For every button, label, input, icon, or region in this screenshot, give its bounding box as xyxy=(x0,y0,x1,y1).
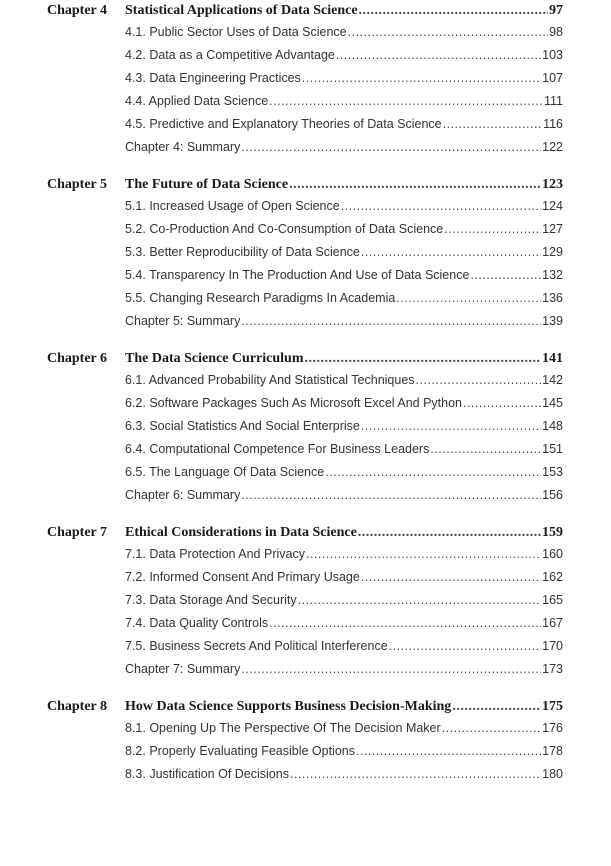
dot-leader xyxy=(452,696,541,718)
chapter-label: Chapter 6 xyxy=(47,351,108,366)
toc-entry-link[interactable] xyxy=(125,589,563,611)
chapter-block xyxy=(0,348,611,518)
section-page-number: 122 xyxy=(542,140,563,154)
section-page-number: 124 xyxy=(542,199,563,213)
toc-entry-link[interactable] xyxy=(125,438,563,460)
section-page-number: 167 xyxy=(542,616,563,630)
dot-leader xyxy=(298,589,542,611)
dot-leader xyxy=(241,658,541,680)
section-page-number: 127 xyxy=(542,222,563,236)
section-title: 7.1. Data Protection And Privacy xyxy=(125,547,305,561)
section-title: 7.2. Informed Consent And Primary Usage xyxy=(125,570,360,584)
section-title: 4.1. Public Sector Uses of Data Science xyxy=(125,25,347,39)
section-title: Chapter 6: Summary xyxy=(125,488,241,502)
section-page-number: 170 xyxy=(542,639,563,653)
section-page-number: 178 xyxy=(542,744,563,758)
chapter-title-link[interactable] xyxy=(125,522,563,544)
section-page-number: 111 xyxy=(543,94,563,108)
dot-leader xyxy=(336,44,541,66)
dot-leader xyxy=(389,635,542,657)
toc-entry-link[interactable] xyxy=(125,566,563,588)
section-title: 4.4. Applied Data Science xyxy=(125,94,269,108)
section-title: 4.5. Predictive and Explanatory Theories of Data Science xyxy=(125,117,442,131)
dot-leader xyxy=(358,522,541,544)
toc-entry-link[interactable] xyxy=(125,740,563,762)
dot-leader xyxy=(442,717,541,739)
section-title: 6.5. The Language Of Data Science xyxy=(125,465,325,479)
chapter-block xyxy=(0,0,611,170)
section-page-number: 160 xyxy=(542,547,563,561)
section-page-number: 129 xyxy=(542,245,563,259)
section-page-number: 173 xyxy=(542,662,563,676)
section-page-number: 180 xyxy=(542,767,563,781)
chapter-title: Ethical Considerations in Data Science xyxy=(125,525,357,540)
dot-leader xyxy=(302,67,541,89)
toc-entry-link[interactable] xyxy=(125,763,563,785)
chapter-title: Statistical Applications of Data Science xyxy=(125,3,358,18)
dot-leader xyxy=(306,543,541,565)
toc-entry-link[interactable] xyxy=(125,461,563,483)
section-title: 4.3. Data Engineering Practices xyxy=(125,71,301,85)
section-title: 7.3. Data Storage And Security xyxy=(125,593,297,607)
dot-leader xyxy=(430,438,541,460)
chapter-page-number: 141 xyxy=(542,351,563,366)
section-page-number: 145 xyxy=(542,396,563,410)
dot-leader xyxy=(304,348,541,370)
chapter-title: The Future of Data Science xyxy=(125,177,289,192)
section-title: Chapter 4: Summary xyxy=(125,140,241,154)
chapter-label: Chapter 5 xyxy=(47,177,108,192)
section-title: 8.2. Properly Evaluating Feasible Options xyxy=(125,744,355,758)
chapter-page-number: 175 xyxy=(542,699,563,714)
section-title: 5.3. Better Reproducibility of Data Science xyxy=(125,245,360,259)
section-page-number: 176 xyxy=(542,721,563,735)
toc-entry-link[interactable] xyxy=(125,612,563,634)
dot-leader xyxy=(241,136,541,158)
section-title: 6.4. Computational Competence For Business Leaders xyxy=(125,442,430,456)
dot-leader xyxy=(444,218,541,240)
chapter-label: Chapter 8 xyxy=(47,699,108,714)
section-page-number: 132 xyxy=(542,268,563,282)
chapter-block xyxy=(0,696,611,866)
chapter-label: Chapter 4 xyxy=(47,3,108,18)
dot-leader xyxy=(361,241,541,263)
toc-entry-link[interactable] xyxy=(125,44,563,66)
chapter-title-link[interactable] xyxy=(125,174,563,196)
section-page-number: 139 xyxy=(542,314,563,328)
dot-leader xyxy=(361,415,541,437)
section-title: 5.5. Changing Research Paradigms In Academia xyxy=(125,291,396,305)
dot-leader xyxy=(443,113,542,135)
dot-leader xyxy=(463,392,541,414)
section-title: 5.2. Co-Production And Co-Consumption of Data Science xyxy=(125,222,444,236)
toc-entry-link[interactable] xyxy=(125,310,563,332)
toc-entry-link[interactable] xyxy=(125,287,563,309)
section-page-number: 156 xyxy=(542,488,563,502)
dot-leader xyxy=(416,369,542,391)
dot-leader xyxy=(396,287,541,309)
chapter-block xyxy=(0,522,611,692)
toc-entry-link[interactable] xyxy=(125,717,563,739)
toc-entry-link[interactable] xyxy=(125,195,563,217)
toc-entry-link[interactable] xyxy=(125,136,563,158)
toc-entry-link[interactable] xyxy=(125,392,563,414)
toc-entry-link[interactable] xyxy=(125,543,563,565)
dot-leader xyxy=(359,0,548,22)
toc-entry-link[interactable] xyxy=(125,484,563,506)
section-title: 5.4. Transparency In The Production And Use of Data Science xyxy=(125,268,470,282)
chapter-title-link[interactable] xyxy=(125,696,563,718)
dot-leader xyxy=(241,310,541,332)
chapter-page-number: 97 xyxy=(549,3,563,18)
section-page-number: 153 xyxy=(542,465,563,479)
chapter-block xyxy=(0,174,611,344)
toc-entry-link[interactable] xyxy=(125,369,563,391)
section-page-number: 165 xyxy=(542,593,563,607)
toc-entry-link[interactable] xyxy=(125,113,563,135)
section-page-number: 107 xyxy=(542,71,563,85)
section-title: 5.1. Increased Usage of Open Science xyxy=(125,199,340,213)
section-page-number: 98 xyxy=(549,25,563,39)
chapter-title: How Data Science Supports Business Decision-Making xyxy=(125,699,452,714)
section-title: 7.5. Business Secrets And Political Interference xyxy=(125,639,388,653)
dot-leader xyxy=(341,195,541,217)
toc-entry-link[interactable] xyxy=(125,658,563,680)
chapter-label: Chapter 7 xyxy=(47,525,108,540)
chapter-title-link[interactable] xyxy=(125,348,563,370)
chapter-title: The Data Science Curriculum xyxy=(125,351,304,366)
section-page-number: 151 xyxy=(542,442,563,456)
dot-leader xyxy=(241,484,541,506)
toc-entry-link[interactable] xyxy=(125,218,563,240)
toc-entry-link[interactable] xyxy=(125,415,563,437)
section-page-number: 162 xyxy=(542,570,563,584)
section-page-number: 142 xyxy=(542,373,563,387)
dot-leader xyxy=(290,763,541,785)
section-title: Chapter 5: Summary xyxy=(125,314,241,328)
dot-leader xyxy=(470,264,541,286)
section-title: 8.3. Justification Of Decisions xyxy=(125,767,289,781)
section-title: 4.2. Data as a Competitive Advantage xyxy=(125,48,335,62)
dot-leader xyxy=(289,174,541,196)
dot-leader xyxy=(325,461,541,483)
toc-entry-link[interactable] xyxy=(125,635,563,657)
section-title: 6.1. Advanced Probability And Statistical Techniques xyxy=(125,373,415,387)
dot-leader xyxy=(269,90,543,112)
section-title: 8.1. Opening Up The Perspective Of The Decision Maker xyxy=(125,721,441,735)
chapter-page-number: 159 xyxy=(542,525,563,540)
dot-leader xyxy=(356,740,541,762)
toc-entry-link[interactable] xyxy=(125,67,563,89)
section-page-number: 136 xyxy=(542,291,563,305)
section-page-number: 103 xyxy=(542,48,563,62)
section-page-number: 148 xyxy=(542,419,563,433)
section-page-number: 116 xyxy=(543,117,563,131)
dot-leader xyxy=(361,566,541,588)
section-title: 7.4. Data Quality Controls xyxy=(125,616,269,630)
dot-leader xyxy=(269,612,541,634)
chapter-title-link[interactable] xyxy=(125,0,563,22)
toc-entry-link[interactable] xyxy=(125,21,563,43)
section-title: 6.2. Software Packages Such As Microsoft Excel And Python xyxy=(125,396,462,410)
chapter-page-number: 123 xyxy=(542,177,563,192)
dot-leader xyxy=(348,21,548,43)
section-title: Chapter 7: Summary xyxy=(125,662,241,676)
toc-entry-link[interactable] xyxy=(125,241,563,263)
toc-entry-link[interactable] xyxy=(125,264,563,286)
toc-entry-link[interactable] xyxy=(125,90,563,112)
section-title: 6.3. Social Statistics And Social Enterprise xyxy=(125,419,360,433)
